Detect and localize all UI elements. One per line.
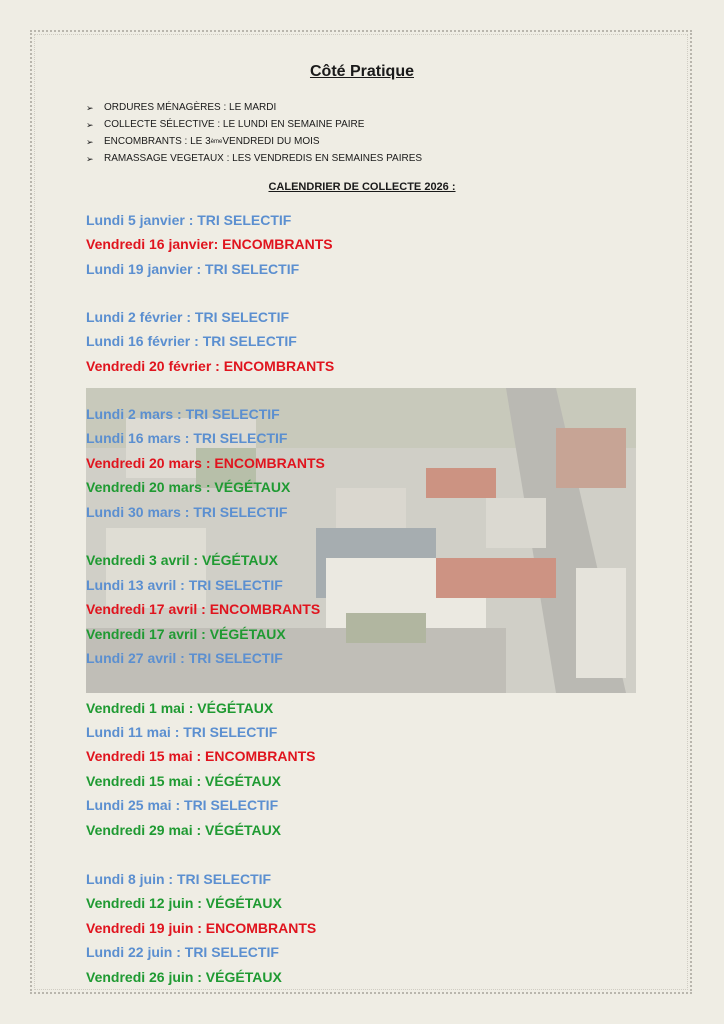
bullet-arrow-icon: ➢ [86, 119, 94, 130]
calendar-entry: Lundi 22 juin : TRI SELECTIF [86, 944, 279, 960]
calendar-entry: Vendredi 16 janvier: ENCOMBRANTS [86, 236, 333, 252]
page-title: Côté Pratique [309, 63, 414, 80]
calendar-title: CALENDRIER DE COLLECTE 2026 : [268, 181, 456, 193]
bullet-arrow-icon: ➢ [86, 102, 94, 113]
calendar-entry: Lundi 2 février : TRI SELECTIF [86, 309, 290, 325]
calendar-entry: Vendredi 20 mars : ENCOMBRANTS [86, 455, 325, 471]
calendar-entry: Vendredi 20 février : ENCOMBRANTS [86, 358, 335, 374]
calendar-entry: Lundi 2 mars : TRI SELECTIF [86, 406, 280, 422]
info-list [86, 99, 422, 167]
calendar-entry: Lundi 25 mai : TRI SELECTIF [86, 797, 279, 813]
info-item: ➢ ORDURES MÉNAGÈRES : LE MARDI [86, 101, 277, 113]
info-item: ➢ COLLECTE SÉLECTIVE : LE LUNDI EN SEMAINE PAIRE [86, 118, 365, 130]
calendar-entry: Vendredi 1 mai : VÉGÉTAUX [86, 700, 274, 716]
calendar-entry: Vendredi 17 avril : VÉGÉTAUX [86, 626, 286, 642]
calendar-entry: Lundi 30 mars : TRI SELECTIF [86, 504, 288, 520]
calendar-entry: Vendredi 20 mars : VÉGÉTAUX [86, 479, 291, 495]
calendar-entry: Lundi 16 mars : TRI SELECTIF [86, 430, 288, 446]
calendar-entry: Vendredi 19 juin : ENCOMBRANTS [86, 920, 317, 936]
calendar-entry: Lundi 19 janvier : TRI SELECTIF [86, 261, 300, 277]
calendar-entry: Lundi 8 juin : TRI SELECTIF [86, 871, 272, 887]
calendar-entry: Vendredi 26 juin : VÉGÉTAUX [86, 969, 282, 985]
info-item: ➢ ENCOMBRANTS : LE 3 ème VENDREDI DU MOIS [86, 135, 320, 147]
calendar-entry: Vendredi 29 mai : VÉGÉTAUX [86, 822, 282, 838]
calendar-entry: Lundi 16 février : TRI SELECTIF [86, 333, 297, 349]
calendar-entry: Vendredi 3 avril : VÉGÉTAUX [86, 552, 278, 568]
calendar-entry: Vendredi 15 mai : ENCOMBRANTS [86, 748, 316, 764]
calendar-entry: Lundi 11 mai : TRI SELECTIF [86, 724, 278, 740]
bullet-arrow-icon: ➢ [86, 136, 94, 147]
calendar-entry: Vendredi 15 mai : VÉGÉTAUX [86, 773, 282, 789]
calendar-entry: Lundi 5 janvier : TRI SELECTIF [86, 212, 292, 228]
calendar-entry: Vendredi 17 avril : ENCOMBRANTS [86, 601, 321, 617]
bullet-arrow-icon: ➢ [86, 153, 94, 164]
calendar-entry: Lundi 27 avril : TRI SELECTIF [86, 650, 283, 666]
info-item: ➢ RAMASSAGE VEGETAUX : LES VENDREDIS EN SEMAINES PAIRES [86, 152, 423, 164]
calendar-entry: Vendredi 12 juin : VÉGÉTAUX [86, 895, 282, 911]
calendar-entry: Lundi 13 avril : TRI SELECTIF [86, 577, 283, 593]
